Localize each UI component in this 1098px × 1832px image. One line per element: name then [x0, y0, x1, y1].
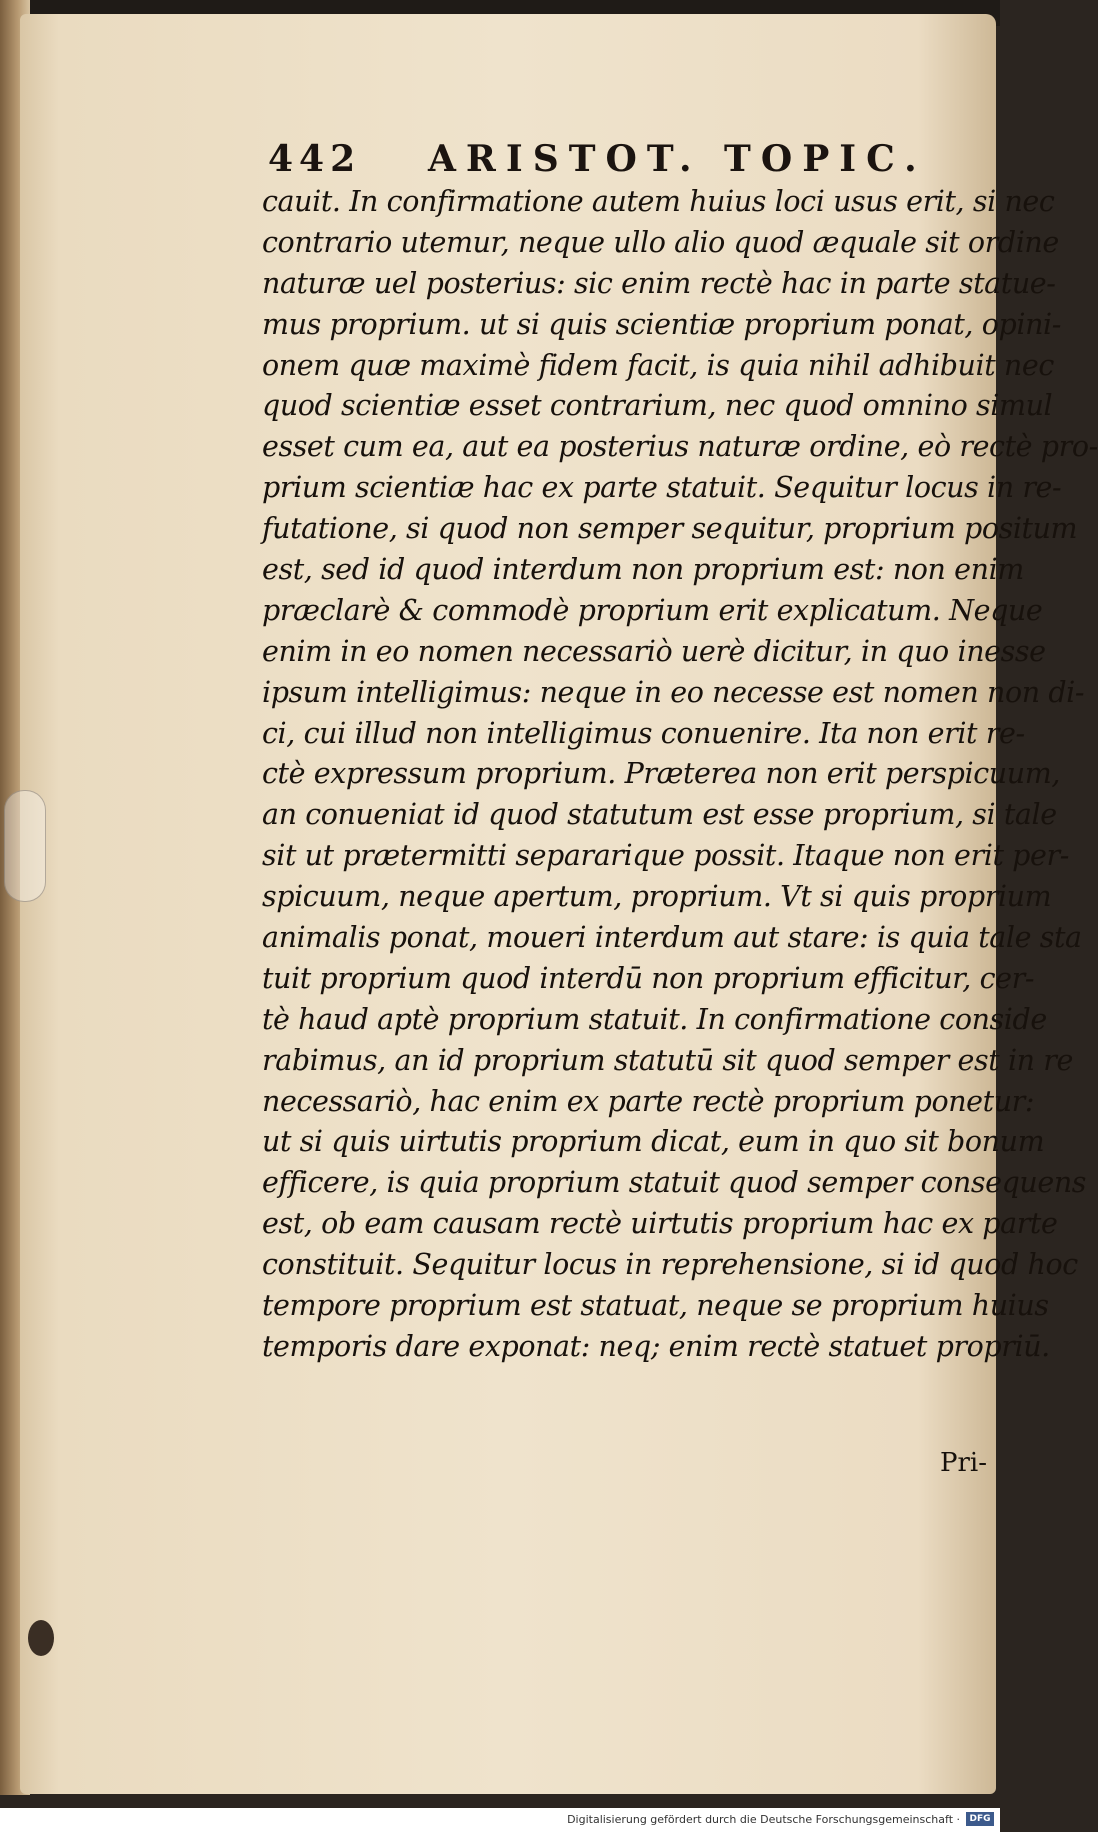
text-line: necessariò, hac enim ex parte rectè proprium ponetur:: [262, 1084, 1035, 1118]
text-line: prium scientiæ hac ex parte statuit. Sequitur locus in re-: [262, 471, 1062, 505]
text-line: ci, cui illud non intelligimus conuenire. Ita non erit re-: [262, 716, 1025, 750]
text-line: efficere, is quia proprium statuit quod semper consequens: [262, 1166, 1087, 1200]
text-line: ut si quis uirtutis proprium dicat, eum in quo sit bonum: [262, 1125, 1045, 1159]
text-line: spicuum, neque apertum, proprium. Vt si quis proprium: [262, 880, 1052, 914]
text-line: quod scientiæ esset contrarium, nec quod omnino simul: [262, 389, 1053, 423]
text-line: tè haud aptè proprium statuit. In confirmatione conside: [262, 1002, 1047, 1036]
text-line: animalis ponat, moueri interdum aut stare: is quia tale sta: [262, 921, 1082, 955]
page-number: 442: [268, 138, 362, 180]
text-line: tuit proprium quod interdū non proprium efficitur, cer-: [262, 961, 1035, 995]
page-clip: [4, 790, 46, 902]
text-line: rabimus, an id proprium statutū sit quod semper est in re: [262, 1043, 1073, 1077]
text-line: an conueniat id quod statutum est esse proprium, si tale: [262, 798, 1057, 832]
text-line: enim in eo nomen necessariò uerè dicitur, in quo inesse: [262, 634, 1046, 668]
footer-credit: Digitalisierung gefördert durch die Deutsche Forschungsgemeinschaft ·: [567, 1813, 960, 1826]
running-header: [268, 138, 978, 188]
text-line: onem quæ maximè fidem facit, is quia nihil adhibuit nec: [262, 348, 1054, 382]
text-line: ipsum intelligimus: neque in eo necesse est nomen non di-: [262, 675, 1085, 709]
text-line: mus proprium. ut si quis scientiæ proprium ponat, opini-: [262, 307, 1061, 341]
running-title: ARISTOT. TOPIC.: [428, 138, 927, 180]
text-line: est, sed id quod interdum non proprium est: non enim: [262, 553, 1024, 587]
text-line: constituit. Sequitur locus in reprehensione, si id quod hoc: [262, 1248, 1078, 1282]
text-line: ctè expressum proprium. Præterea non erit perspicuum,: [262, 757, 1060, 791]
text-line: contrario utemur, neque ullo alio quod æquale sit ordine: [262, 225, 1059, 259]
text-line: est, ob eam causam rectè uirtutis proprium hac ex parte: [262, 1207, 1058, 1241]
catchword: Pri-: [940, 1448, 988, 1478]
dfg-logo: DFG: [966, 1812, 994, 1826]
text-line: naturæ uel posterius: sic enim rectè hac in parte statue-: [262, 266, 1056, 300]
text-line: cauit. In confirmatione autem huius loci usus erit, si nec: [262, 185, 1055, 218]
digitization-footer: [0, 1808, 1000, 1832]
text-line: sit ut prætermitti separarique possit. Itaque non erit per-: [262, 839, 1069, 873]
ink-stain: [28, 1620, 54, 1656]
body-text: [262, 182, 1098, 1368]
text-line: temporis dare exponat: neq; enim rectè statuet propriū.: [262, 1329, 1050, 1363]
text-line: tempore proprium est statuat, neque se proprium huius: [262, 1289, 1049, 1323]
text-line: esset cum ea, aut ea posterius naturæ ordine, eò rectè pro-: [262, 430, 1098, 464]
text-line: præclarè & commodè proprium erit explicatum. Neque: [262, 593, 1043, 627]
text-line: futatione, si quod non semper sequitur, proprium positum: [262, 512, 1078, 546]
